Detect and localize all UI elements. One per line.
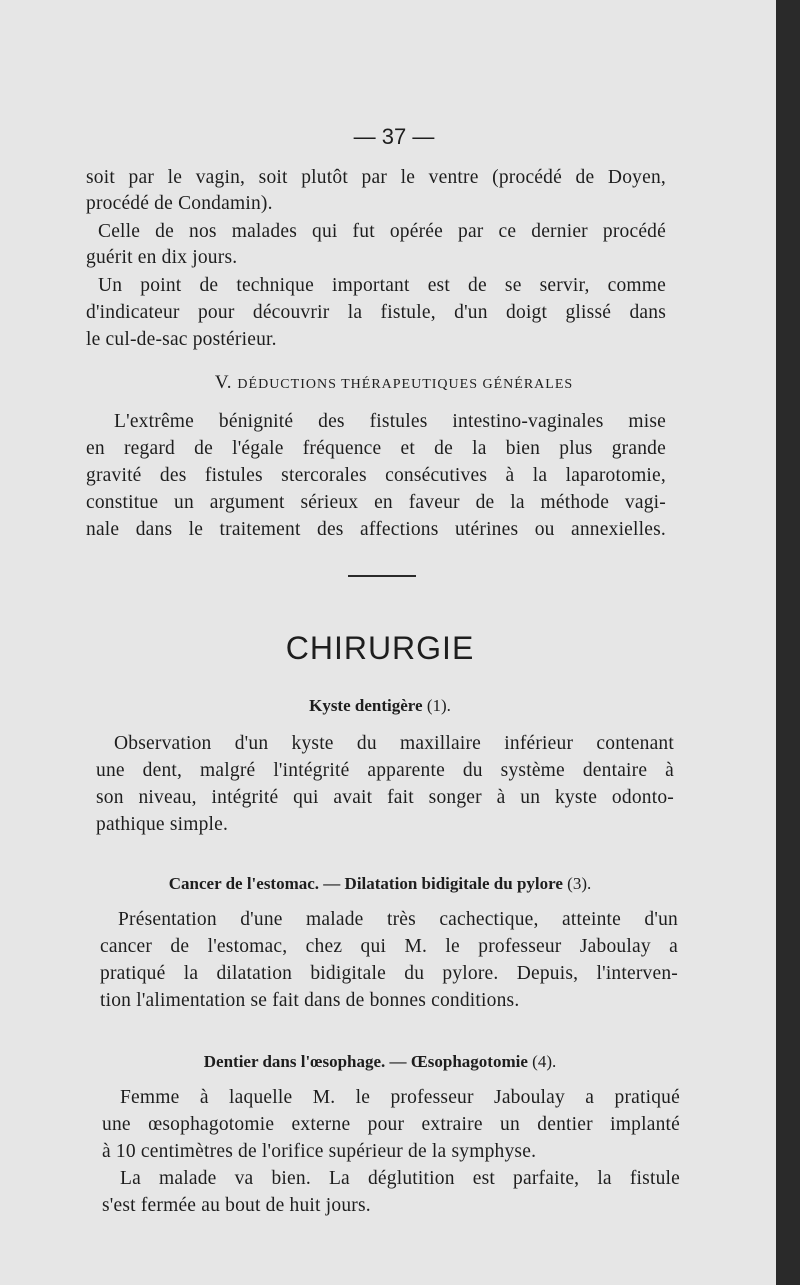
subsection-title: Cancer de l'estomac. — Dilatation bidigitale du pylore bbox=[168, 874, 563, 893]
page-number: — 37 — bbox=[353, 124, 435, 149]
footnote-ref: (3). bbox=[567, 874, 592, 893]
subsection-heading bbox=[0, 696, 760, 716]
section-numeral: V. bbox=[214, 372, 233, 393]
text-line: son niveau, intégrité qui avait fait songer à un kyste odonto- bbox=[96, 787, 674, 808]
text-line: tion l'alimentation se fait dans de bonnes conditions. bbox=[100, 990, 520, 1011]
text-line: Observation d'un kyste du maxillaire inférieur contenant bbox=[114, 733, 674, 754]
text-line: cancer de l'estomac, chez qui M. le professeur Jaboulay a bbox=[100, 936, 678, 957]
text-line: soit par le vagin, soit plutôt par le ventre (procédé de Doyen, bbox=[86, 167, 666, 188]
text-line: Femme à laquelle M. le professeur Jaboulay a pratiqué bbox=[120, 1087, 680, 1108]
text-line: procédé de Condamin). bbox=[86, 193, 273, 214]
text-line: L'extrême bénignité des fistules intestino-vaginales mise bbox=[114, 411, 666, 432]
text-line: en regard de l'égale fréquence et de la bien plus grande bbox=[86, 438, 666, 459]
text-line: Un point de technique important est de se servir, comme bbox=[98, 275, 666, 296]
text-line: Présentation d'une malade très cachectique, atteinte d'un bbox=[118, 909, 678, 930]
text-line: d'indicateur pour découvrir la fistule, d'un doigt glissé dans bbox=[86, 302, 666, 323]
subsection-title: Dentier dans l'œsophage. — Œsophagotomie bbox=[203, 1052, 528, 1071]
text-line: constitue un argument sérieux en faveur de la méthode vagi- bbox=[86, 492, 666, 513]
footnote-ref: (4). bbox=[532, 1052, 557, 1071]
section-title: DÉDUCTIONS THÉRAPEUTIQUES GÉNÉRALES bbox=[237, 377, 574, 392]
subsection-title: Kyste dentigère bbox=[309, 696, 423, 715]
text-line: une dent, malgré l'intégrité apparente du système dentaire à bbox=[96, 760, 674, 781]
text-line: nale dans le traitement des affections utérines ou annexielles. bbox=[86, 519, 666, 540]
page-edge bbox=[776, 0, 788, 1285]
divider bbox=[348, 575, 416, 577]
text-line: Celle de nos malades qui fut opérée par ce dernier procédé bbox=[98, 221, 666, 242]
text-line: La malade va bien. La déglutition est parfaite, la fistule bbox=[120, 1168, 680, 1189]
text-line: pratiqué la dilatation bidigitale du pylore. Depuis, l'interven- bbox=[100, 963, 678, 984]
footnote-ref: (1). bbox=[426, 696, 451, 715]
text-line: le cul-de-sac postérieur. bbox=[86, 329, 277, 350]
text-line: s'est fermée au bout de huit jours. bbox=[102, 1195, 371, 1216]
text-line: à 10 centimètres de l'orifice supérieur de la symphyse. bbox=[102, 1141, 537, 1162]
subsection-heading bbox=[0, 874, 760, 894]
subsection-heading bbox=[0, 1052, 760, 1072]
text-line: gravité des fistules stercorales consécutives à la laparotomie, bbox=[86, 465, 666, 486]
section-heading bbox=[0, 372, 788, 394]
chapter-title: CHIRURGIE bbox=[285, 630, 475, 666]
text-line: guérit en dix jours. bbox=[86, 247, 238, 268]
text-line: une œsophagotomie externe pour extraire un dentier implanté bbox=[102, 1114, 680, 1135]
text-line: pathique simple. bbox=[96, 814, 229, 835]
